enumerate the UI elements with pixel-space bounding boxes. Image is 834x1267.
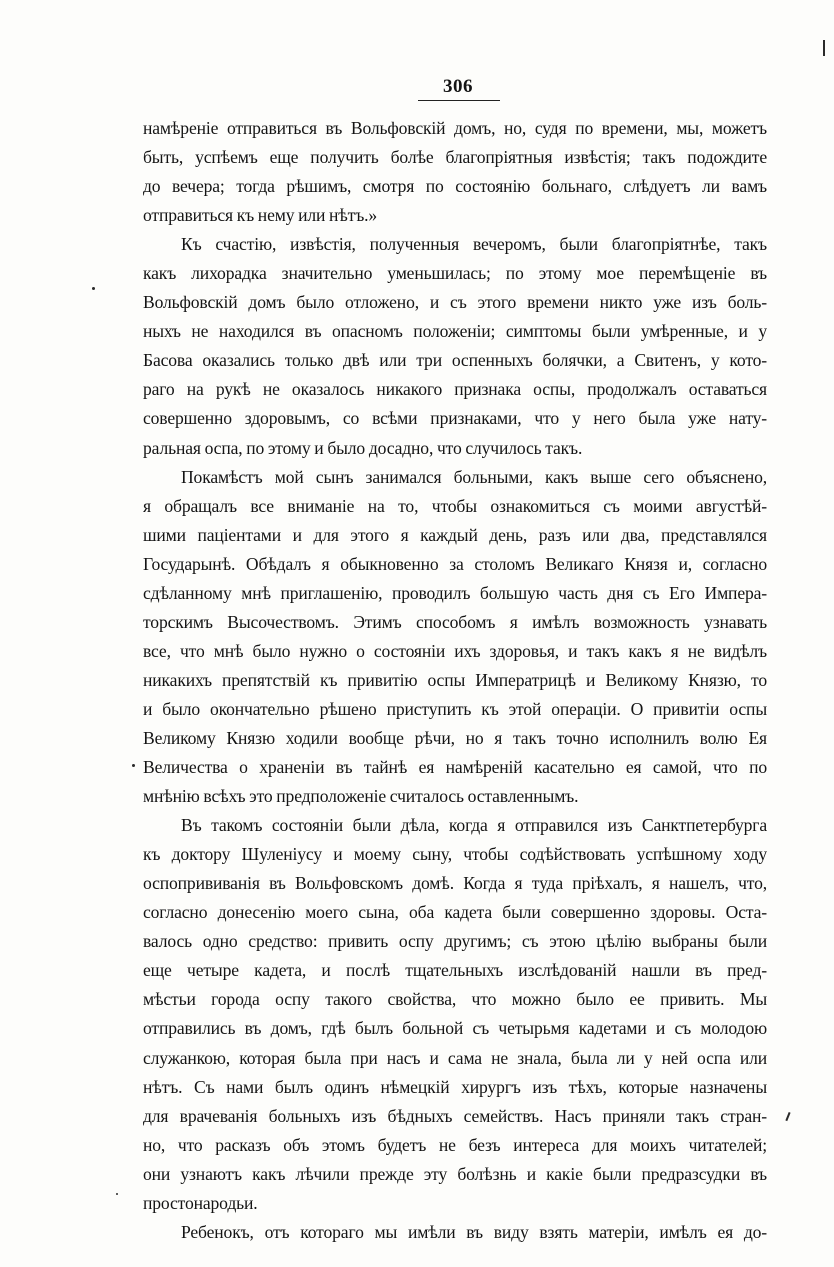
text-line: Въ такомъ состояніи были дѣла, когда я отправился изъ Санктпетербурга (181, 815, 767, 836)
text-line: какъ лихорадка значительно уменьшилась; по этому мое перемѣщеніе въ (143, 263, 767, 284)
text-line: мнѣнію всѣхъ это предположеніе считалось оставленнымъ. (143, 786, 579, 807)
text-line: Государынѣ. Обѣдалъ я обыкновенно за столомъ Великаго Князя и, согласно (143, 553, 767, 574)
text-line: до вечера; тогда рѣшимъ, смотря по состоянію больнаго, слѣдуетъ ли вамъ (143, 176, 767, 197)
text-line: раго на рукѣ не оказалось никакого признака оспы, продолжалъ оставаться (143, 379, 767, 400)
scan-speck (116, 1193, 118, 1195)
text-line: отправиться къ нему или нѣтъ.» (143, 205, 378, 226)
body-text (143, 114, 767, 1247)
text-line: еще четыре кадета, и послѣ тщательныхъ изслѣдованій нашли въ пред- (143, 960, 767, 981)
text-line: быть, успѣемъ еще получить болѣе благопріятныя извѣстія; такъ подождите (143, 147, 767, 168)
text-line: сдѣланному мнѣ приглашенію, проводилъ большую часть дня съ Его Импера- (143, 582, 767, 603)
page-number: 306 (443, 76, 473, 97)
text-line: я обращалъ все вниманіе на то, чтобы ознакомиться съ моими августѣй- (143, 495, 767, 516)
page-number-rule (418, 100, 500, 101)
text-line: отправились въ домъ, гдѣ былъ больной съ четырьмя кадетами и съ молодою (143, 1018, 767, 1039)
paragraph (143, 811, 767, 1218)
text-line: Великому Князю ходили вообще рѣчи, но я такъ точно исполнилъ волю Ея (143, 727, 767, 748)
text-line: никакихъ препятствій къ привитію оспы Императрицѣ и Великому Князю, то (143, 669, 767, 690)
paragraph (143, 230, 767, 462)
scan-speck (92, 287, 95, 290)
text-line: совершенно здоровымъ, со всѣми признаками, что у него была уже нату- (143, 408, 767, 429)
text-line: простонародьи. (143, 1192, 258, 1213)
text-line: Ребенокъ, отъ котораго мы имѣли въ виду взять матеріи, имѣлъ ея до- (181, 1221, 767, 1242)
text-line: Вольфовскій домъ было отложено, и съ этого времени никто уже изъ боль- (143, 292, 767, 313)
text-line: служанкою, которая была при насъ и сама не знала, была ли у ней оспа или (143, 1047, 767, 1068)
text-line: къ доктору Шуленіусу и моему сыну, чтобы содѣйствовать успѣшному ходу (143, 844, 767, 865)
text-line: оспопрививанія въ Вольфовскомъ домѣ. Когда я туда пріѣхалъ, я нашелъ, что, (143, 873, 767, 894)
paragraph (143, 463, 767, 812)
scan-edge-mark (823, 40, 825, 56)
text-line: Покамѣстъ мой сынъ занимался больными, какъ выше сего объяснено, (181, 466, 767, 487)
text-line: но, что расказъ объ этомъ будетъ не безъ интереса для моихъ читателей; (143, 1134, 767, 1155)
text-line: согласно донесенію моего сына, оба кадета были совершенно здоровы. Оста- (143, 902, 767, 923)
text-line: Къ счастію, извѣстія, полученныя вечеромъ, были благопріятнѣе, такъ (181, 234, 767, 255)
text-line: нѣтъ. Съ нами былъ одинъ нѣмецкій хирургъ изъ тѣхъ, которые назначены (143, 1076, 767, 1097)
paragraph (143, 114, 767, 230)
text-line: Басова оказались только двѣ или три оспенныхъ болячки, а Свитенъ, у кото- (143, 350, 767, 371)
text-line: они узнаютъ какъ лѣчили прежде эту болѣзнь и какіе были предразсудки въ (143, 1163, 767, 1184)
text-line: ныхъ не находился въ опасномъ положеніи; симптомы были умѣренные, и у (143, 321, 767, 342)
text-line: все, что мнѣ было нужно о состояніи ихъ здоровья, и такъ какъ я не видѣлъ (143, 640, 767, 661)
text-line: шими паціентами и для этого я каждый день, разъ или два, представлялся (143, 524, 767, 545)
text-line: валось одно средство: привить оспу другимъ; съ этою цѣлію выбраны были (143, 931, 767, 952)
text-line: Величества о храненіи въ тайнѣ ея намѣреній касательно ея самой, что по (143, 757, 767, 778)
scan-speck (785, 1112, 790, 1121)
text-line: ральная оспа, по этому и было досадно, что случилось такъ. (143, 437, 583, 458)
text-line: намѣреніе отправиться въ Вольфовскій домъ, но, судя по времени, мы, можетъ (143, 118, 767, 138)
paragraph (143, 1218, 767, 1247)
scan-speck (132, 764, 135, 767)
text-line: и было окончательно рѣшено приступить къ этой операціи. О привитіи оспы (143, 698, 767, 719)
text-line: торскимъ Высочествомъ. Этимъ способомъ я имѣлъ возможность узнавать (143, 611, 767, 632)
text-line: мѣстьи города оспу такого свойства, что можно было ее привить. Мы (143, 989, 767, 1010)
text-line: для врачеванія больныхъ изъ бѣдныхъ семействъ. Насъ приняли такъ стран- (143, 1105, 767, 1126)
